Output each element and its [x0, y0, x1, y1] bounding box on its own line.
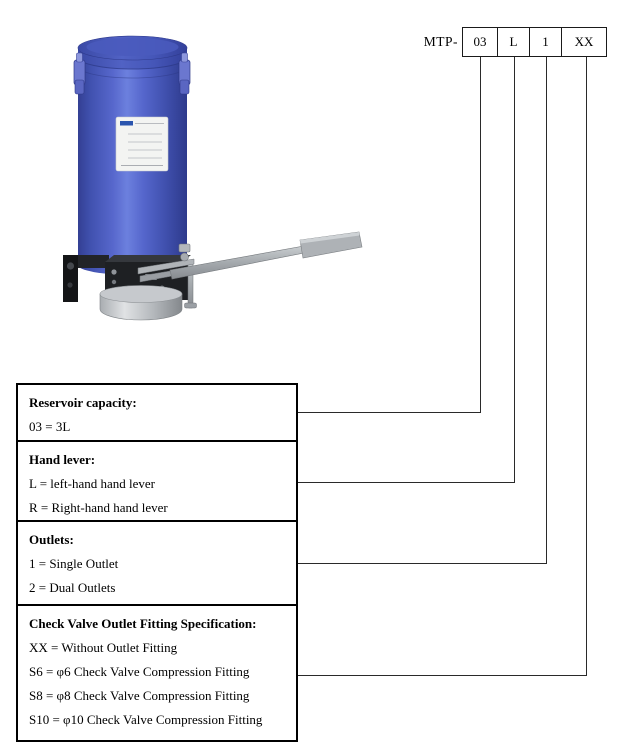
legend-item: S8 = φ8 Check Valve Compression Fitting	[29, 688, 250, 703]
legend-item: 1 = Single Outlet	[29, 556, 119, 571]
legend-box-hand-lever	[16, 440, 298, 522]
legend-item: S10 = φ10 Check Valve Compression Fitting	[29, 712, 263, 727]
legend-title: Outlets:	[29, 532, 74, 547]
legend-box-check-valve-fitting	[16, 604, 298, 742]
connector-line-fitting	[298, 57, 587, 676]
legend-item: L = left-hand hand lever	[29, 476, 155, 491]
code-cell-reservoir: 03	[462, 27, 498, 57]
legend-item: XX = Without Outlet Fitting	[29, 640, 178, 655]
legend-item: S6 = φ6 Check Valve Compression Fitting	[29, 664, 250, 679]
legend-title: Reservoir capacity:	[29, 395, 137, 410]
code-cell-fitting: XX	[561, 27, 607, 57]
legend-box-reservoir-capacity	[16, 383, 298, 442]
legend-title: Hand lever:	[29, 452, 96, 467]
legend-column	[16, 383, 298, 742]
legend-title: Check Valve Outlet Fitting Specification:	[29, 616, 257, 631]
base-cup	[100, 286, 182, 320]
spec-label	[116, 117, 168, 171]
legend-box-outlets	[16, 520, 298, 606]
code-cell-lever: L	[497, 27, 530, 57]
legend-item: 2 = Dual Outlets	[29, 580, 116, 595]
legend-item: R = Right-hand hand lever	[29, 500, 168, 515]
model-prefix-label: MTP-	[423, 34, 458, 49]
model-code-row	[462, 27, 607, 57]
code-cell-outlets: 1	[529, 27, 562, 57]
legend-item: 03 = 3L	[29, 419, 71, 434]
